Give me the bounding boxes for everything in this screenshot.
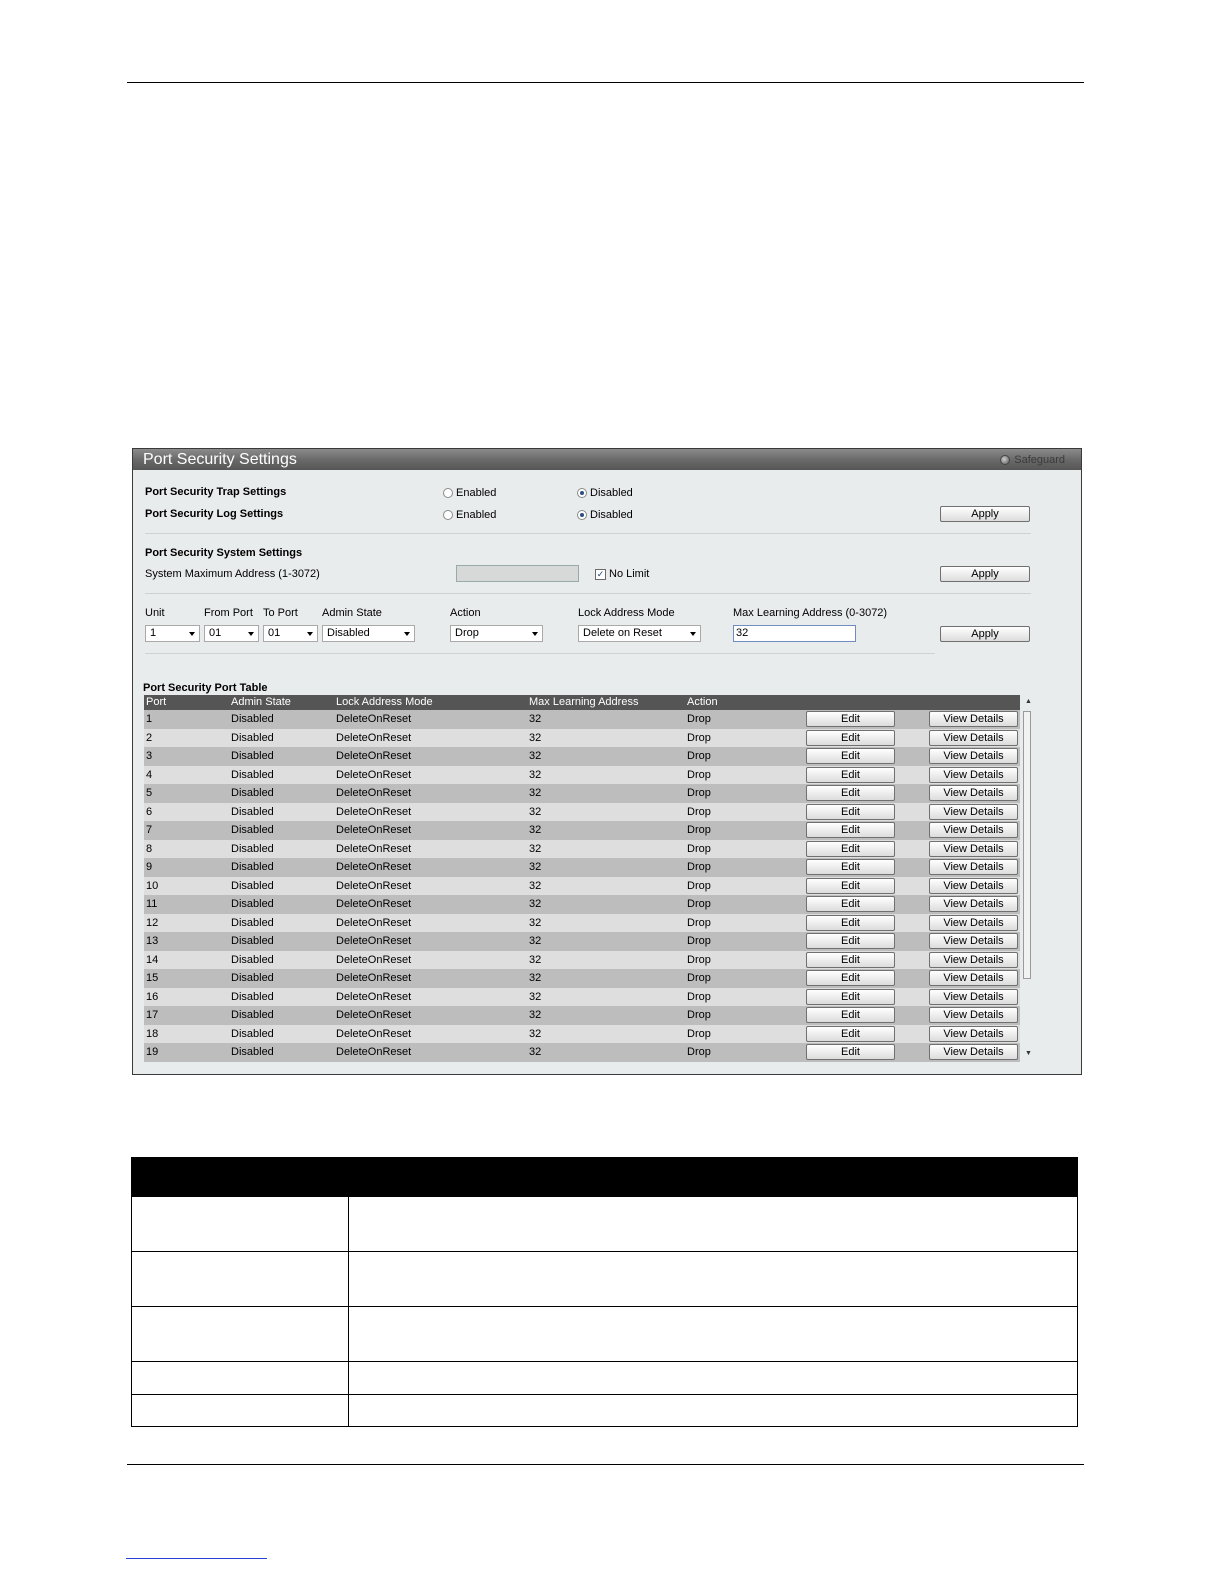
no-limit-label: No Limit	[609, 568, 650, 580]
edit-button[interactable]: Edit	[806, 1044, 895, 1060]
edit-button[interactable]: Edit	[806, 970, 895, 986]
cell-lock-address-mode: DeleteOnReset	[336, 842, 412, 855]
cell-lock-address-mode: DeleteOnReset	[336, 861, 412, 873]
view-details-button[interactable]: View Details	[929, 711, 1018, 727]
edit-button[interactable]: Edit	[806, 952, 895, 968]
cell-max-learning-address: 32	[529, 1027, 542, 1040]
chevron-down-icon[interactable]	[404, 632, 410, 636]
divider	[145, 593, 1031, 594]
table-row	[144, 821, 1020, 840]
lock-address-mode-select[interactable]	[578, 625, 701, 642]
view-details-button[interactable]: View Details	[929, 896, 1018, 912]
cell-lock-address-mode: DeleteOnReset	[336, 898, 412, 910]
action-select[interactable]	[450, 625, 543, 642]
cell-max-learning-address: 32	[529, 842, 542, 855]
edit-button[interactable]: Edit	[806, 711, 895, 727]
cell-port: 12	[146, 916, 159, 929]
cell-admin-state: Disabled	[231, 805, 274, 818]
cell-action: Drop	[687, 861, 711, 873]
admin-state-select[interactable]	[322, 625, 415, 642]
cell-action: Drop	[687, 1027, 711, 1040]
table-row	[144, 784, 1020, 803]
cell-action: Drop	[687, 750, 711, 762]
edit-button[interactable]: Edit	[806, 730, 895, 746]
radio-icon[interactable]	[443, 488, 453, 498]
cell-admin-state: Disabled	[231, 787, 274, 799]
lock-address-mode-label: Lock Address Mode	[578, 607, 675, 619]
unit-select-value: 1	[150, 627, 157, 639]
cell-action: Drop	[687, 990, 711, 1003]
cell-action: Drop	[687, 787, 711, 799]
table-row	[132, 1306, 1077, 1361]
header-max-learning-address: Max Learning Address	[529, 696, 639, 708]
scroll-down-icon[interactable]: ▼	[1025, 1050, 1032, 1057]
cell-action: Drop	[687, 1046, 711, 1058]
chevron-down-icon[interactable]	[189, 632, 195, 636]
edit-button[interactable]: Edit	[806, 933, 895, 949]
cell-action: Drop	[687, 768, 711, 781]
cell-port: 8	[146, 842, 153, 855]
cell-max-learning-address: 32	[529, 1009, 542, 1021]
table-row	[144, 1025, 1020, 1044]
cell-port: 2	[146, 731, 153, 744]
edit-button[interactable]: Edit	[806, 859, 895, 875]
log-disabled-radio[interactable]	[577, 509, 633, 521]
cell-lock-address-mode: DeleteOnReset	[336, 787, 412, 799]
panel-title	[133, 449, 1081, 470]
edit-button[interactable]: Edit	[806, 896, 895, 912]
trap-settings-label: Port Security Trap Settings	[145, 486, 287, 498]
cell-max-learning-address: 32	[529, 953, 542, 966]
cell-port: 4	[146, 768, 153, 781]
edit-button[interactable]: Edit	[806, 841, 895, 857]
cell-max-learning-address: 32	[529, 972, 542, 984]
cell-max-learning-address: 32	[529, 990, 542, 1003]
edit-button[interactable]: Edit	[806, 822, 895, 838]
action-value: Drop	[455, 627, 479, 639]
cell-port: 5	[146, 787, 153, 799]
footer-rule	[127, 1464, 1084, 1465]
cell-port: 3	[146, 750, 153, 762]
parameter-description-table	[131, 1157, 1078, 1427]
cell-lock-address-mode: DeleteOnReset	[336, 953, 412, 966]
table-row	[132, 1196, 1077, 1251]
view-details-button[interactable]: View Details	[929, 1026, 1018, 1042]
cell-max-learning-address: 32	[529, 898, 542, 910]
max-learning-address-input[interactable]: 32	[733, 625, 856, 642]
log-enabled-label: Enabled	[456, 509, 497, 521]
view-details-button[interactable]: View Details	[929, 933, 1018, 949]
description-table-header	[132, 1157, 1077, 1196]
cell-port: 11	[146, 898, 158, 910]
cell-admin-state: Disabled	[231, 861, 274, 873]
cell-port: 10	[146, 879, 159, 892]
trap-enabled-label: Enabled	[456, 487, 497, 499]
chevron-down-icon[interactable]	[248, 632, 254, 636]
from-port-select[interactable]	[204, 625, 259, 642]
max-learning-address-label: Max Learning Address (0-3072)	[733, 607, 888, 619]
table-row	[144, 969, 1020, 988]
cell-port: 1	[146, 713, 153, 725]
header-admin-state: Admin State	[231, 696, 291, 708]
radio-icon[interactable]	[443, 510, 453, 520]
port-security-port-table	[144, 695, 1020, 1062]
table-row	[144, 1006, 1020, 1025]
view-details-button[interactable]: View Details	[929, 730, 1018, 746]
cell-action: Drop	[687, 916, 711, 929]
view-details-button[interactable]: View Details	[929, 970, 1018, 986]
cell-lock-address-mode: DeleteOnReset	[336, 750, 412, 762]
header-action: Action	[687, 696, 718, 708]
cell-max-learning-address: 32	[529, 731, 542, 744]
to-port-value: 01	[268, 627, 281, 639]
chevron-down-icon[interactable]	[532, 632, 538, 636]
cell-max-learning-address: 32	[529, 1046, 542, 1058]
cell-lock-address-mode: DeleteOnReset	[336, 972, 412, 984]
log-enabled-radio[interactable]	[443, 509, 496, 521]
cell-port: 6	[146, 805, 153, 818]
cell-action: Drop	[687, 842, 711, 855]
divider	[145, 653, 935, 654]
table-row	[144, 747, 1020, 766]
chevron-down-icon[interactable]	[690, 632, 696, 636]
cell-port: 9	[146, 861, 153, 873]
cell-max-learning-address: 32	[529, 713, 542, 725]
table-row	[144, 729, 1020, 748]
cell-port: 15	[146, 972, 159, 984]
checkbox-checked-icon[interactable]: ✓	[596, 568, 605, 579]
trap-enabled-radio[interactable]	[443, 487, 496, 499]
header-lock-address-mode: Lock Address Mode	[336, 696, 433, 708]
cell-action: Drop	[687, 953, 711, 966]
radio-selected-icon[interactable]	[577, 510, 587, 520]
admin-state-value: Disabled	[327, 627, 370, 639]
edit-button[interactable]: Edit	[806, 748, 895, 764]
cell-port: 14	[146, 953, 159, 966]
port-table-title: Port Security Port Table	[143, 682, 268, 694]
cell-action: Drop	[687, 731, 711, 744]
cell-admin-state: Disabled	[231, 916, 274, 929]
table-row	[144, 932, 1020, 951]
view-details-button[interactable]: View Details	[929, 748, 1018, 764]
cell-port: 17	[146, 1009, 159, 1021]
cell-action: Drop	[687, 972, 711, 984]
cell-lock-address-mode: DeleteOnReset	[336, 1009, 412, 1021]
cell-max-learning-address: 32	[529, 805, 542, 818]
cell-admin-state: Disabled	[231, 768, 274, 781]
table-row	[144, 766, 1020, 785]
cell-admin-state: Disabled	[231, 1009, 274, 1021]
cell-max-learning-address: 32	[529, 768, 542, 781]
cell-lock-address-mode: DeleteOnReset	[336, 879, 412, 892]
table-row	[144, 914, 1020, 933]
no-limit-checkbox[interactable]	[595, 568, 649, 580]
cell-lock-address-mode: DeleteOnReset	[336, 1046, 412, 1058]
cell-admin-state: Disabled	[231, 731, 274, 744]
view-details-button[interactable]: View Details	[929, 1044, 1018, 1060]
cell-lock-address-mode: DeleteOnReset	[336, 768, 412, 781]
log-disabled-label: Disabled	[590, 509, 633, 521]
cell-lock-address-mode: DeleteOnReset	[336, 990, 412, 1003]
cell-admin-state: Disabled	[231, 1027, 274, 1040]
cell-admin-state: Disabled	[231, 713, 274, 725]
table-row	[144, 951, 1020, 970]
safeguard-indicator	[1000, 453, 1065, 467]
table-body	[144, 710, 1020, 1062]
cell-admin-state: Disabled	[231, 1046, 274, 1058]
divider	[145, 533, 1031, 534]
trap-disabled-radio[interactable]	[577, 487, 633, 499]
trap-disabled-label: Disabled	[590, 487, 633, 499]
cell-action: Drop	[687, 805, 711, 818]
edit-button[interactable]: Edit	[806, 878, 895, 894]
view-details-button[interactable]: View Details	[929, 878, 1018, 894]
view-details-button[interactable]: View Details	[929, 989, 1018, 1005]
cell-action: Drop	[687, 824, 711, 836]
cell-max-learning-address: 32	[529, 787, 542, 799]
table-row	[132, 1361, 1077, 1394]
cell-admin-state: Disabled	[231, 824, 274, 836]
view-details-button[interactable]: View Details	[929, 804, 1018, 820]
to-port-label: To Port	[263, 607, 298, 619]
from-port-value: 01	[209, 627, 222, 639]
view-details-button[interactable]: View Details	[929, 859, 1018, 875]
system-max-address-label: System Maximum Address (1-3072)	[145, 568, 320, 580]
cell-admin-state: Disabled	[231, 879, 274, 892]
action-label: Action	[450, 607, 481, 619]
cell-lock-address-mode: DeleteOnReset	[336, 1027, 412, 1040]
table-row	[144, 803, 1020, 822]
header-rule	[127, 82, 1084, 83]
edit-button[interactable]: Edit	[806, 804, 895, 820]
edit-button[interactable]: Edit	[806, 1007, 895, 1023]
scrollbar-thumb[interactable]	[1023, 711, 1031, 979]
cell-admin-state: Disabled	[231, 935, 274, 947]
cell-lock-address-mode: DeleteOnReset	[336, 935, 412, 947]
cell-max-learning-address: 32	[529, 861, 542, 873]
footer-link-underline	[126, 1558, 267, 1559]
cell-admin-state: Disabled	[231, 990, 274, 1003]
port-security-settings-panel	[132, 448, 1082, 1075]
cell-action: Drop	[687, 898, 711, 910]
panel-title-text: Port Security Settings	[143, 451, 297, 468]
apply-port-button[interactable]: Apply	[940, 626, 1030, 642]
unit-label: Unit	[145, 607, 165, 619]
from-port-label: From Port	[204, 607, 253, 619]
radio-selected-icon[interactable]	[577, 488, 587, 498]
header-port: Port	[146, 696, 167, 708]
cell-admin-state: Disabled	[231, 972, 274, 984]
edit-button[interactable]: Edit	[806, 1026, 895, 1042]
cell-port: 16	[146, 990, 159, 1003]
table-row	[144, 840, 1020, 859]
cell-admin-state: Disabled	[231, 842, 274, 855]
view-details-button[interactable]: View Details	[929, 952, 1018, 968]
view-details-button[interactable]: View Details	[929, 915, 1018, 931]
table-row	[144, 858, 1020, 877]
log-settings-label: Port Security Log Settings	[145, 508, 284, 520]
cell-port: 13	[146, 935, 159, 947]
cell-port: 18	[146, 1027, 159, 1040]
edit-button[interactable]: Edit	[806, 767, 895, 783]
view-details-button[interactable]: View Details	[929, 1007, 1018, 1023]
cell-action: Drop	[687, 713, 711, 725]
unit-select[interactable]	[145, 625, 200, 642]
edit-button[interactable]: Edit	[806, 915, 895, 931]
table-row	[144, 1043, 1020, 1062]
cell-action: Drop	[687, 1009, 711, 1021]
cell-max-learning-address: 32	[529, 916, 542, 929]
lock-address-mode-value: Delete on Reset	[583, 627, 662, 639]
table-scrollbar[interactable]	[1022, 695, 1034, 1059]
cell-action: Drop	[687, 879, 711, 892]
safeguard-label: Safeguard	[1014, 454, 1065, 466]
cell-max-learning-address: 32	[529, 750, 542, 762]
view-details-button[interactable]: View Details	[929, 822, 1018, 838]
apply-system-button[interactable]: Apply	[940, 566, 1030, 582]
table-row	[132, 1394, 1077, 1426]
cell-lock-address-mode: DeleteOnReset	[336, 805, 412, 818]
system-max-address-input[interactable]	[456, 565, 579, 582]
cell-port: 19	[146, 1046, 159, 1058]
table-header	[144, 695, 1020, 710]
to-port-select[interactable]	[263, 625, 318, 642]
table-row	[144, 988, 1020, 1007]
cell-lock-address-mode: DeleteOnReset	[336, 916, 412, 929]
cell-max-learning-address: 32	[529, 824, 542, 836]
scroll-up-icon[interactable]: ▲	[1025, 698, 1032, 705]
apply-trap-log-button[interactable]: Apply	[940, 506, 1030, 522]
cell-max-learning-address: 32	[529, 879, 542, 892]
edit-button[interactable]: Edit	[806, 989, 895, 1005]
chevron-down-icon[interactable]	[307, 632, 313, 636]
table-row	[144, 895, 1020, 914]
admin-state-label: Admin State	[322, 607, 382, 619]
system-settings-heading: Port Security System Settings	[145, 547, 303, 559]
view-details-button[interactable]: View Details	[929, 767, 1018, 783]
cell-lock-address-mode: DeleteOnReset	[336, 713, 412, 725]
cell-admin-state: Disabled	[231, 898, 274, 910]
cell-lock-address-mode: DeleteOnReset	[336, 731, 412, 744]
edit-button[interactable]: Edit	[806, 785, 895, 801]
cell-action: Drop	[687, 935, 711, 947]
view-details-button[interactable]: View Details	[929, 841, 1018, 857]
cell-admin-state: Disabled	[231, 953, 274, 966]
table-row	[144, 877, 1020, 896]
safeguard-icon	[1000, 455, 1010, 465]
cell-max-learning-address: 32	[529, 935, 542, 947]
cell-admin-state: Disabled	[231, 750, 274, 762]
table-row	[132, 1251, 1077, 1306]
cell-lock-address-mode: DeleteOnReset	[336, 824, 412, 836]
view-details-button[interactable]: View Details	[929, 785, 1018, 801]
cell-port: 7	[146, 824, 153, 836]
table-row	[144, 710, 1020, 729]
